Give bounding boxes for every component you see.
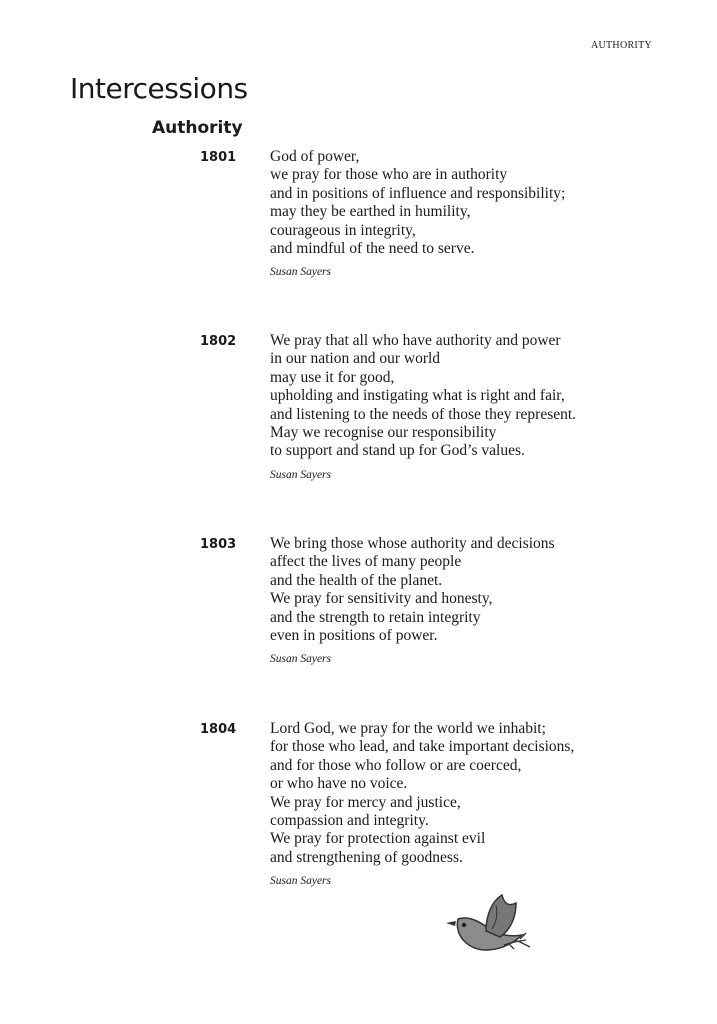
text-line: affect the lives of many people [270,553,462,571]
bird-icon [440,893,536,961]
text-line: We pray for protection against evil [270,830,486,848]
entry-author: Susan Sayers [270,468,332,481]
text-line: compassion and integrity. [270,812,429,830]
text-line: and the strength to retain integrity [270,608,481,626]
text-line: and strengthening of goodness. [270,848,463,866]
text-line: We pray for mercy and justice, [270,793,461,811]
text-line: and in positions of influence and responsibility; [270,184,566,202]
text-line: for those who lead, and take important decisions, [270,738,575,756]
entry-text [270,148,565,278]
entry-text [270,535,555,665]
entry-author: Susan Sayers [270,653,332,666]
text-line: may they be earthed in humility, [270,203,471,221]
entry-text [270,720,574,887]
text-line: and the health of the planet. [270,571,443,589]
entry-number: 1802 [200,334,237,349]
entry-number: 1803 [200,537,237,552]
text-line: courageous in integrity, [270,221,416,239]
text-line: We bring those whose authority and decisions [270,535,555,552]
text-line: upholding and instigating what is right and fair, [270,387,565,405]
text-line: we pray for those who are in authority [270,166,508,184]
entry-author: Susan Sayers [270,875,332,888]
subsection-title: Authority [152,118,243,138]
text-line: to support and stand up for God’s values. [270,442,525,460]
running-head: AUTHORITY [590,40,652,51]
text-line: or who have no voice. [270,775,408,793]
text-line: May we recognise our responsibility [270,424,497,442]
entry-text [270,332,576,481]
text-line: and mindful of the need to serve. [270,240,475,258]
text-line: God of power, [270,148,360,165]
entry-number: 1804 [200,722,237,737]
text-line: Lord God, we pray for the world we inhabit; [270,720,546,737]
text-line: We pray that all who have authority and power [270,332,561,349]
entry-author: Susan Sayers [270,266,332,279]
text-line: may use it for good, [270,368,395,386]
text-line: We pray for sensitivity and honesty, [270,590,493,608]
text-line: even in positions of power. [270,627,438,645]
text-line: in our nation and our world [270,350,441,368]
text-line: and listening to the needs of those they represent. [270,405,577,423]
section-title: Intercessions [70,72,248,105]
entry-number: 1801 [200,150,237,165]
text-line: and for those who follow or are coerced, [270,756,522,774]
